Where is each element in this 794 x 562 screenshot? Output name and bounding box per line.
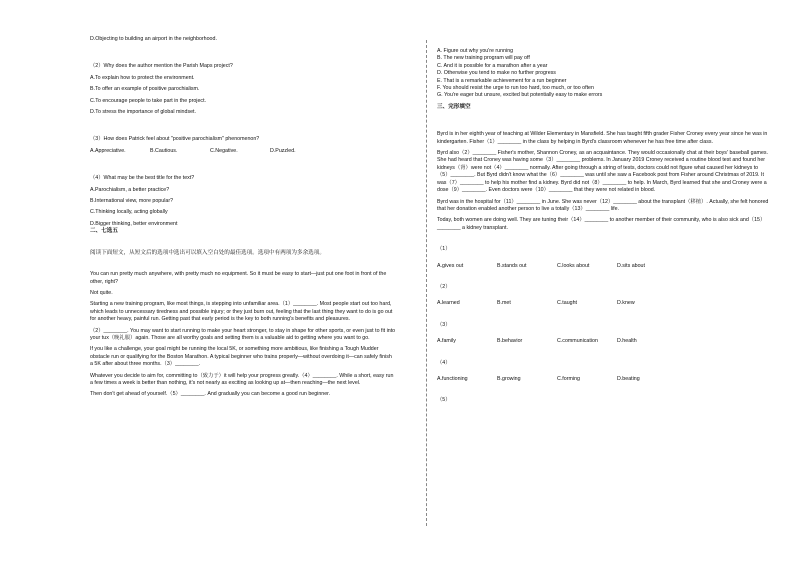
choice-g: G. You're eager but unsure, excited but potentially easy to make errors (437, 92, 603, 99)
cloze-question-number: （5） (437, 397, 451, 404)
column-divider (426, 40, 427, 526)
choice-b: B. The new training program will pay off (437, 55, 530, 62)
q2-option-a: A.To explain how to protect the environment. (90, 74, 195, 81)
cloze-question-number: （3） (437, 321, 451, 328)
cloze-option: A.functioning (437, 375, 468, 382)
cloze-option: D.health (617, 338, 637, 345)
cloze-option: C.looks about (557, 262, 590, 269)
cloze-question-options (437, 338, 769, 345)
passage-paragraph: Whatever you decide to aim for, committing to（致力于）it will help your progress greatly.（4）________. While a short, easy run a few times a week is better than nothing, it's not nearly as exciting as looking up at—then reaching—the next level. (90, 372, 394, 386)
q4-option-b: B.International view, more popular? (90, 198, 174, 205)
q3-option-c: C.Negative. (210, 147, 238, 154)
q3-option-a: A.Appreciative. (90, 147, 126, 154)
passage-paragraph: Starting a new training program, like most things, is stepping into unfamiliar area.（1）________. Most people start out too hard, which leads to unnecessary tiredness and possible injury; or they just burn out, feeling that the last thing they want to do is go out for another heavy, painful run. Getting past that early period is the key to both running's benefits and pleasures. (90, 301, 393, 323)
passage-paragraph: If you like a challenge, your goal might be running the local 5K, or something more ambitious, like finishing a Tough Mudder obstacle run or qualifying for the Boston Marathon. A typical beginner who trains properly—without overdoing it—can safely finish a 5K after about three months.（3）________. (90, 346, 392, 368)
q4-stem: （4）What may be the best title for the text? (90, 175, 195, 182)
q2-option-d: D.To stress the importance of global mindset. (90, 109, 196, 116)
passage-paragraph: You can run pretty much anywhere, with pretty much no equipment. So it must be easy to start—just put one foot in front of the other, right? (90, 271, 387, 285)
cloze-option: B.growing (497, 375, 521, 382)
cloze-question-number: （1） (437, 246, 451, 253)
cloze-option: D.beating (617, 375, 640, 382)
section-title-seven-choose-five: 二、七选五 (90, 228, 118, 235)
cloze-option: D.knew (617, 300, 635, 307)
cloze-question-number: （4） (437, 359, 451, 366)
cloze-option: D.sits about (617, 262, 645, 269)
q3-stem: （3）How does Patrick feel about "positive parochialism" phenomenon? (90, 136, 260, 143)
left-column (90, 36, 396, 399)
cloze-option: B.stands out (497, 262, 527, 269)
q4-option-a: A.Parochialism, a better practice? (90, 186, 170, 193)
cloze-option: B.met (497, 300, 511, 307)
choice-c: C. And it is possible for a marathon after a year (437, 62, 548, 69)
cloze-question-options (437, 300, 769, 307)
q1-option-d: D.Objecting to building an airport in the neighborhood. (90, 36, 217, 42)
cloze-option: C.forming (557, 375, 580, 382)
cloze-option: C.communication (557, 338, 598, 345)
cloze-paragraph: Byrd is in her eighth year of teaching at Wilder Elementary in Mansfield. She has taught fifth grader Fisher Croney every year since he was in kindergarten. Fisher（1）________ in the class by helping in Byrd's classroom whenever he has free time after class. (437, 131, 768, 145)
q3-option-d: D.Puzzled. (270, 147, 296, 154)
cloze-option: B.behavior (497, 338, 523, 345)
cloze-paragraph: Today, both women are doing well. They are tuning their（14）________ to another member of their community, who is also sick and（15）________ a kidney transplant. (437, 217, 766, 231)
q3-options (90, 148, 396, 155)
cloze-question-options (437, 263, 769, 270)
q4-option-d: D.Bigger thinking, better environment (90, 220, 178, 227)
q2-option-b: B.To offer an example of positive parochialism. (90, 86, 200, 93)
section-instruction: 阅读下面短文，从短文后的选项中选出可以填入空白处的最佳选项。选项中有两项为多余选项。 (90, 249, 325, 256)
choice-e: E. That is a remarkable achievement for a run beginner (437, 77, 567, 84)
choice-a: A. Figure out why you're running (437, 48, 514, 54)
cloze-option: A.gives out (437, 262, 464, 269)
cloze-question-options (437, 376, 769, 383)
cloze-option: C.taught (557, 300, 578, 307)
q3-option-b: B.Cautious. (150, 147, 178, 154)
q4-option-c: C.Thinking locally, acting globally (90, 209, 168, 216)
choice-d: D. Otherwise you tend to make no further progress (437, 70, 556, 77)
q2-stem: （2）Why does the author mention the Parish Maps project? (90, 63, 233, 70)
right-column (437, 48, 769, 405)
cloze-option: A.family (437, 338, 456, 345)
q2-option-c: C.To encourage people to take part in the project. (90, 97, 207, 104)
cloze-question-number: （2） (437, 283, 451, 290)
cloze-option: A.learned (437, 300, 460, 307)
choice-f: F. You should resist the urge to run too hard, too much, or too often (437, 85, 594, 92)
passage-paragraph: Then don't get ahead of yourself.（5）________. And gradually you can become a good run beginner. (90, 391, 331, 398)
passage-paragraph: （2）________. You may want to start running to make your heart stronger, to stay in shape for other sports, or even just to fit into your tux（晚礼服）again. Those are all worthy goals and setting them is a valuable aid to getting where you want to go. (90, 327, 396, 341)
passage-paragraph: Not quite. (90, 289, 113, 296)
section-title-cloze: 三、完形填空 (437, 103, 471, 110)
cloze-paragraph: Byrd also（2）________ Fisher's mother, Shannon Croney, as an acquaintance. They would occasionally chat at their boys' baseball games. She had heard that Croney was having some（3）________ problems. In January 2019 Croney received a routine blood test and found her kidneys（肾）were not（4）________ normally. After going through a string of tests, doctors could not figure what caused her kidneys to（5）________. But Byrd didn't know what the（6）________ was until she saw a Facebook post from Fisher around Christmas of 2019. It was（7）________ to help his mother find a kidney. Byrd did not（8）________ to help. In March, Byrd learned that she and Croney were a dose（9）________. Even doctors were（10）________ that they were not related in blood. (437, 150, 769, 194)
cloze-paragraph: Byrd was in the hospital for（11）________ in June. She was never（12）________ about the transplant（移植）. Actually, she felt honored that her donation enabled another person to live a totally（13）________ life. (437, 198, 769, 212)
